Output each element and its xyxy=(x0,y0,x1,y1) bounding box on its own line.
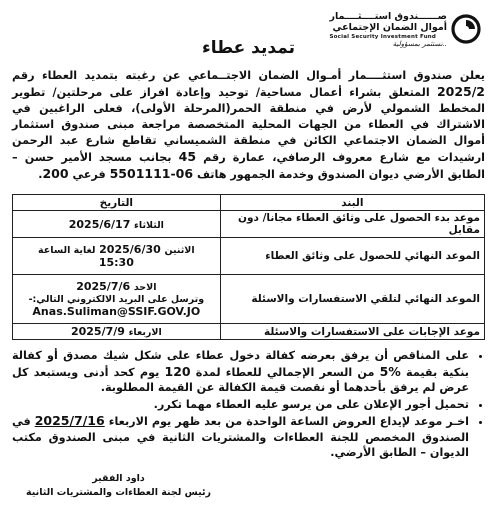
intro-text-part2: المتعلق بشراء أعمال مساحية/ توحيد وإعادة افراز على مرحلتين/ تطوير المخطط الشمولي لأرض في منطقة الحمر(المرحلة الأولى)، فعلى الراغبين في الاشتراك في العطاء من الجهات المحلية المتخصصة مراجعة مبنى صندوق استثمار أموال الضمان الاجتماعي الكائن في منطقة الشميساني تقاطع شارع عبد الرحمن ارشيدات مع شارع معروف الرصافي، عمارة رقم xyxy=(12,86,486,164)
logo-name-line1: صــــــندوق استــــثــــمار xyxy=(329,11,447,22)
submission-deadline-date: 2025/7/16 xyxy=(34,413,105,429)
table-header-row xyxy=(13,195,485,211)
table-row xyxy=(13,275,485,324)
condition-text: في الصندوق المخصص للجنة العطاءات والمشتريات الثانية في مبنى الصندوق مكتب الديوان – الطابق الأرضي. xyxy=(12,415,469,460)
row-date-line xyxy=(17,244,216,257)
extension-number: 200 xyxy=(42,166,69,181)
condition-item: • تحميل أجور الإعلان على من يرسو عليه العطاء مهما تكرر. xyxy=(12,397,469,413)
signature-block xyxy=(26,472,211,500)
row-date xyxy=(13,275,221,324)
row-item: موعد الإجابات على الاستفسارات والاسئلة xyxy=(220,324,484,340)
intro-text-part1: يعلن صندوق استثــــمار أمـوال الضمان الاجتــماعي عن رغبته بتمديد العطاء رقم xyxy=(12,69,485,82)
header-date: التاريخ xyxy=(13,195,221,211)
header-item: البند xyxy=(220,195,484,211)
extension-label: فرعي xyxy=(68,168,110,181)
condition-text: يوم كحد أدنى ويستبعد كل عرض لم يرفق بأحدهما أو نقصت قيمة الكفالة عن القيمة المطلوبة. xyxy=(12,365,469,395)
intro-text-part3: بجانب مسجد الأمير حسن – الطابق الأرضي ديوان الصندوق وخدمة الجمهور هاتف xyxy=(12,151,485,181)
row-time-label: لغاية الساعة xyxy=(38,244,96,256)
row-email-note: وترسل على البريد الالكتروني التالي:- xyxy=(28,293,205,305)
tender-reference-number: 2025/2 xyxy=(436,84,485,99)
logo-name-english: Social Security Investment Fund xyxy=(329,33,437,40)
condition-item xyxy=(12,348,469,396)
intro-end: . xyxy=(38,168,43,181)
row-day: الثلاثاء xyxy=(134,219,164,231)
condition-item xyxy=(12,413,469,461)
row-date-value: 2025/7/9 xyxy=(70,325,125,339)
condition-text: اخـر موعد لإيداع العروض الساعة الواحدة من بعد ظهر يوم الاربعاء xyxy=(104,415,469,429)
signatory-role: رئيس لجنة العطاءات والمشتريات الثانية xyxy=(26,487,211,498)
logo-name-line2: أموال الضمان الإجتماعي xyxy=(332,21,447,33)
table-row xyxy=(13,211,485,238)
table-row xyxy=(13,324,485,340)
table-row xyxy=(13,238,485,275)
row-date-value: 2025/7/6 xyxy=(76,279,131,293)
row-date xyxy=(13,211,221,238)
announcement-title: تمديد عطاء xyxy=(202,38,295,58)
row-item: موعد بدء الحصول على وثائق العطاء مجانا/ دون مقابل xyxy=(220,211,484,238)
conditions-list xyxy=(12,348,485,461)
row-date-value: 2025/6/30 xyxy=(99,242,161,256)
intro-paragraph xyxy=(12,68,485,183)
row-day: الاحد xyxy=(133,281,157,293)
row-date-line xyxy=(17,281,216,294)
row-time: 15:30 xyxy=(98,255,134,269)
header xyxy=(12,10,485,60)
row-day: الاربعاء xyxy=(128,327,162,339)
condition-text: من السعر الإجمالي للعطاء لمدة xyxy=(190,365,380,379)
contact-email[interactable]: Anas.Suliman@SSIF.GOV.JO xyxy=(32,304,201,318)
row-date-value: 2025/6/17 xyxy=(68,217,131,231)
schedule-table xyxy=(12,194,485,340)
logo-tagline: ..نستثمر بمسؤولية xyxy=(392,40,447,49)
row-date xyxy=(13,238,221,275)
guarantee-days: 120 xyxy=(164,363,191,379)
row-item: الموعد النهائي لتلقي الاستفسارات والاسئلة xyxy=(220,275,484,324)
phone-number: 5501111-06 xyxy=(109,166,194,181)
building-number: 45 xyxy=(178,149,197,164)
row-day: الاثنين xyxy=(164,244,195,256)
signatory-name: داود الفقير xyxy=(92,473,145,484)
guarantee-percent: 5% xyxy=(379,363,401,379)
row-date xyxy=(13,324,221,340)
condition-text: على المناقص أن يرفق بعرضه كفالة دخول عطاء على شكل شيك مصدق أو كفالة بنكية بقيمة xyxy=(12,349,469,379)
row-item: الموعد النهائي للحصول على وثائق العطاء xyxy=(220,238,484,275)
